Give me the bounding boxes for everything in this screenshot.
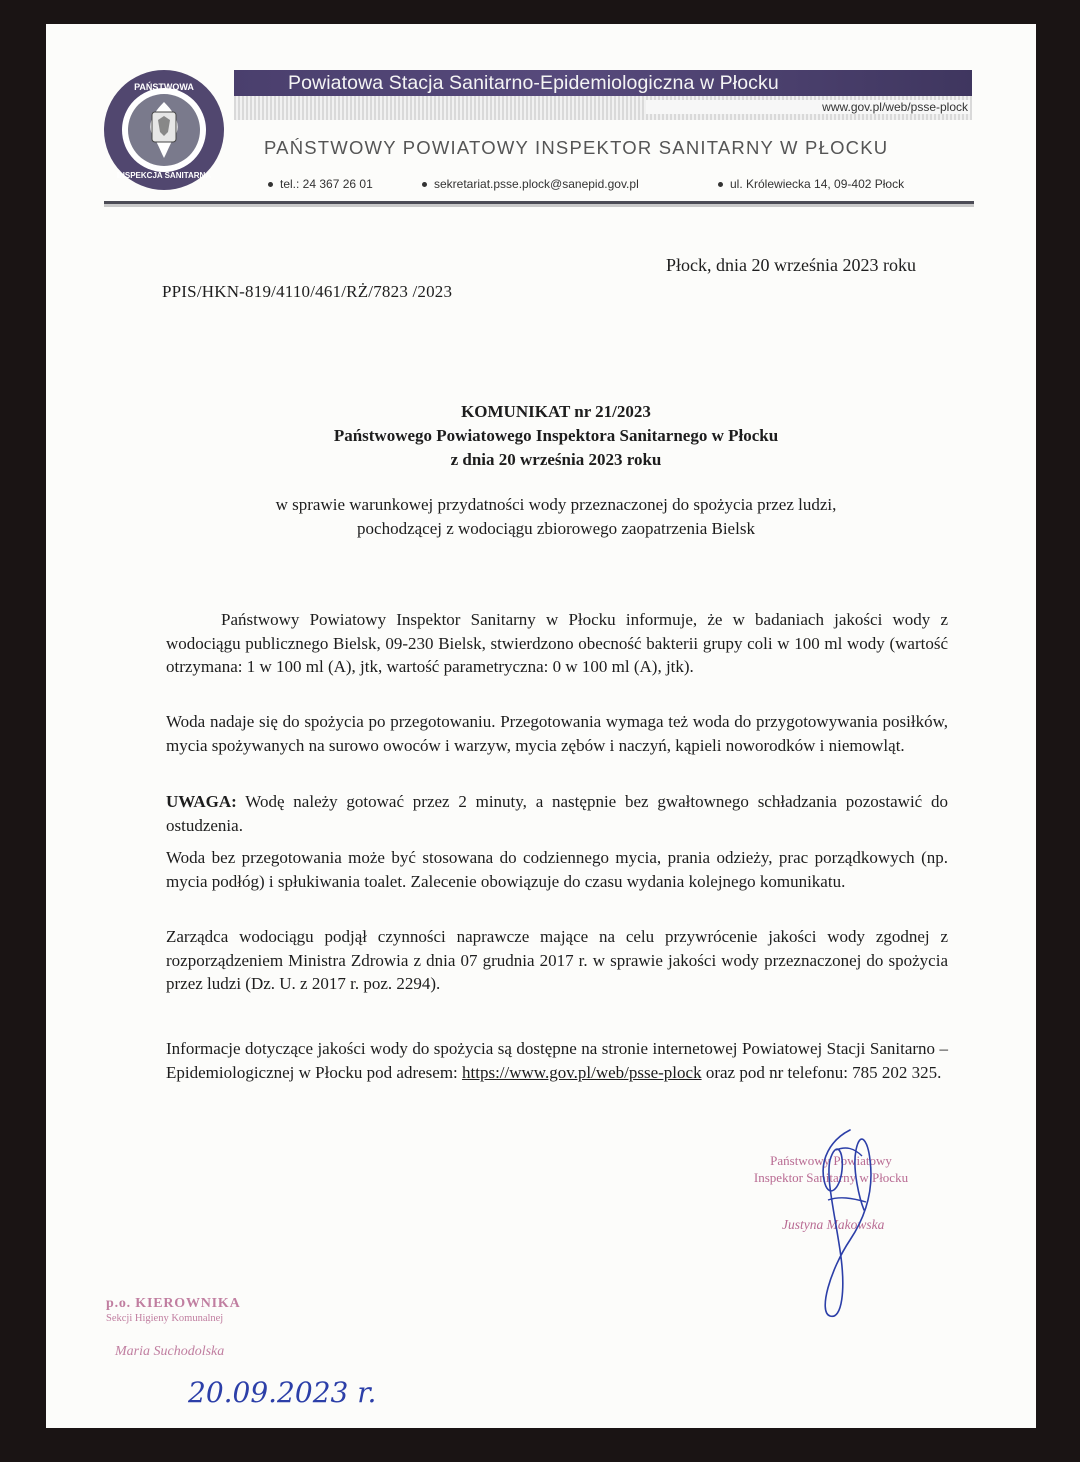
- info-text: Informacje dotyczące jakości wody do spożycia są dostępne na stronie internetowej Powiatowej Stacji Sanitarno – Epidemiologicznej w Płocku pod adresem:: [166, 1039, 948, 1082]
- warning-text: Wodę należy gotować przez 2 minuty, a następnie bez gwałtownego schładzania pozostawić do ostudzenia.: [166, 792, 948, 835]
- stamp-name: Justyna Makowska: [782, 1217, 885, 1232]
- subject-line-1: w sprawie warunkowej przydatności wody przeznaczonej do spożycia przez ludzi,: [275, 495, 837, 514]
- website-url: www.gov.pl/web/psse-plock: [646, 100, 970, 114]
- svg-text:PAŃSTWOWA: PAŃSTWOWA: [134, 82, 194, 92]
- subject: [146, 493, 966, 541]
- paragraph-info: [166, 1037, 948, 1084]
- station-banner: Powiatowa Stacja Sanitarno-Epidemiologiczna w Płocku: [234, 70, 972, 96]
- paragraph-warning: [166, 790, 948, 837]
- contact-address: ul. Królewiecka 14, 09-402 Płock: [718, 177, 904, 191]
- subject-line-2: pochodzącej z wodociągu zbiorowego zaopatrzenia Bielsk: [357, 519, 755, 538]
- paragraph-boiling: Woda nadaje się do spożycia po przegotowaniu. Przegotowania wymaga też woda do przygotowywania posiłków, mycia spożywanych na surowo owoców i warzyw, mycia zębów i naczyń, kąpieli noworodków i niemowląt.: [166, 712, 948, 755]
- stamp-line-2: Inspektor Sanitarny w Płocku: [753, 1170, 909, 1185]
- title-line-3: z dnia 20 września 2023 roku: [450, 450, 662, 469]
- announcement-title: [146, 400, 966, 472]
- paragraph-usage: Woda bez przegotowania może być stosowana do codziennego mycia, prania odzieży, prac porządkowych (np. mycia podłóg) i spłukiwania toalet. Zalecenie obowiązuje do czasu wydania kolejnego komunikatu.: [166, 848, 948, 891]
- letterhead-rule-light: [104, 204, 974, 207]
- bullet-icon: [422, 182, 427, 187]
- paragraph-findings: Państwowy Powiatowy Inspektor Sanitarny w Płocku informuje, że w badaniach jakości wody z wodociągu publicznego Bielsk, 09-230 Bielsk, stwierdzono obecność bakterii grupy coli w 100 ml wody (wartość otrzymana: 1 w 100 ml (A), jtk, wartość parametryczna: 0 w 100 ml (A), jtk).: [166, 610, 948, 676]
- info-phone: oraz pod nr telefonu: 785 202 325.: [701, 1062, 942, 1082]
- stamp-line-1: Państwowy Powiatowy: [770, 1153, 892, 1168]
- bullet-icon: [268, 182, 273, 187]
- stamp-left-name: Maria Suchodolska: [115, 1344, 225, 1359]
- document-page: [46, 24, 1036, 1428]
- handwritten-date: [186, 1372, 406, 1412]
- stamp-left-line-1: p.o. KIEROWNIKA: [106, 1296, 241, 1311]
- warning-label: UWAGA:: [166, 792, 237, 811]
- bullet-icon: [718, 182, 723, 187]
- title-line-1: KOMUNIKAT nr 21/2023: [461, 402, 651, 421]
- title-line-2: Państwowego Powiatowego Inspektora Sanitarnego w Płocku: [333, 426, 779, 445]
- stamp-left-line-2: Sekcji Higieny Komunalnej: [106, 1313, 224, 1324]
- svg-text:20.09.2023 r.: 20.09.2023 r.: [188, 1376, 377, 1409]
- inspector-title: PAŃSTWOWY POWIATOWY INSPEKTOR SANITARNY W PŁOCKU: [264, 137, 889, 158]
- inspection-seal-icon: [102, 68, 226, 192]
- website-link[interactable]: https://www.gov.pl/web/psse-plock: [462, 1062, 702, 1082]
- svg-text:INSPEKCJA SANITARNA: INSPEKCJA SANITARNA: [116, 171, 212, 180]
- reference-number: PPIS/HKN-819/4110/461/RŻ/7823 /2023: [162, 282, 453, 301]
- date-line: Płock, dnia 20 września 2023 roku: [666, 255, 916, 275]
- department-stamp: [106, 1296, 241, 1360]
- paragraph-repairs: Zarządca wodociągu podjął czynności naprawcze mające na celu przywrócenie jakości wody zgodnej z rozporządzeniem Ministra Zdrowia z dnia 07 grudnia 2017 r. w sprawie jakości wody przeznaczonej do spożycia przez ludzi (Dz. U. z 2017 r. poz. 2294).: [166, 927, 948, 993]
- contact-email: sekretariat.psse.plock@sanepid.gov.pl: [422, 177, 639, 191]
- inspector-signature: [790, 1120, 910, 1330]
- contact-phone: tel.: 24 367 26 01: [268, 177, 373, 191]
